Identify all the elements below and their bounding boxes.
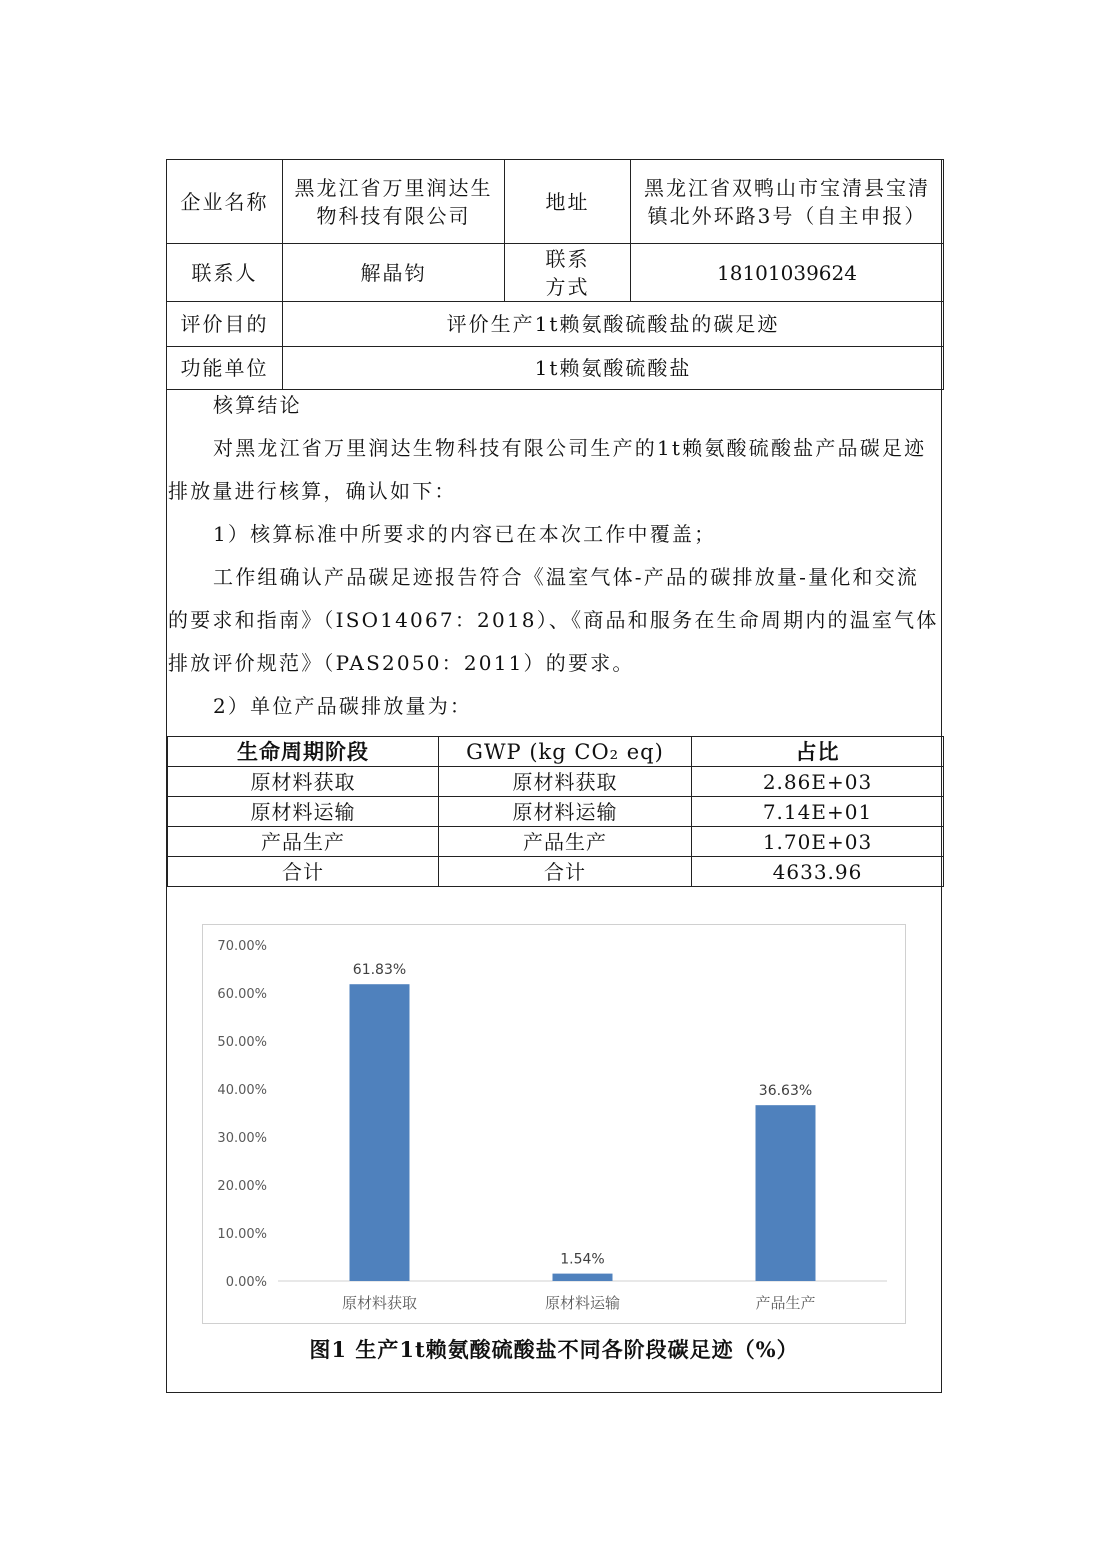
gwp-header-share: 占比 [692, 737, 944, 767]
gwp-header-gwp: GWP (kg CO₂ eq) [439, 737, 692, 767]
x-tick-label: 产品生产 [755, 1294, 816, 1312]
conclusion-paragraph-2: 1）核算标准中所要求的内容已在本次工作中覆盖； [213, 522, 717, 546]
table-cell: 合计 [439, 857, 692, 887]
phone-label: 联系方式 [505, 244, 631, 302]
table-row [168, 857, 944, 887]
address-value: 黑龙江省双鸭山市宝清县宝清镇北外环路3号（自主申报） [631, 160, 944, 244]
gwp-table-header [168, 737, 944, 767]
chart-bar [756, 1105, 816, 1281]
address-label: 地址 [505, 160, 631, 244]
y-tick-label: 20.00% [217, 1179, 267, 1194]
gwp-header-stage: 生命周期阶段 [168, 737, 439, 767]
table-cell: 合计 [168, 857, 439, 887]
purpose-label: 评价目的 [167, 302, 283, 347]
conclusion-paragraph-3: 工作组确认产品碳足迹报告符合《温室气体-产品的碳排放量-量化和交流的要求和指南》（ISO14067：2018）、《商品和服务在生命周期内的温室气体排放评价规范》（PAS2050：2011）的要求。 [168, 565, 939, 675]
bar-chart [202, 924, 906, 1324]
chart-bar [350, 984, 410, 1281]
data-label: 36.63% [758, 1083, 813, 1100]
y-tick-label: 40.00% [217, 1083, 267, 1098]
y-tick-label: 0.00% [225, 1275, 267, 1290]
x-tick-label: 原材料运输 [544, 1294, 621, 1312]
conclusion-paragraph-4: 2）单位产品碳排放量为： [213, 694, 473, 718]
company-value: 黑龙江省万里润达生物科技有限公司 [283, 160, 505, 244]
table-cell: 2.86E+03 [692, 767, 944, 797]
data-label: 1.54% [560, 1251, 605, 1268]
table-cell: 原材料运输 [168, 797, 439, 827]
contact-label: 联系人 [167, 244, 283, 302]
phone-value: 18101039624 [631, 244, 944, 302]
table-cell: 原材料获取 [439, 767, 692, 797]
table-cell: 产品生产 [168, 827, 439, 857]
chart-svg [203, 925, 907, 1325]
y-tick-label: 30.00% [217, 1131, 267, 1146]
table-cell: 原材料获取 [168, 767, 439, 797]
data-label: 61.83% [352, 962, 407, 979]
table-row [168, 767, 944, 797]
y-tick-label: 10.00% [217, 1227, 267, 1242]
table-cell: 原材料运输 [439, 797, 692, 827]
table-cell: 1.70E+03 [692, 827, 944, 857]
conclusion-heading: 核算结论 [213, 393, 302, 417]
unit-value: 1t赖氨酸硫酸盐 [283, 347, 944, 390]
gwp-table [167, 736, 944, 887]
table-cell: 产品生产 [439, 827, 692, 857]
purpose-value: 评价生产1t赖氨酸硫酸盐的碳足迹 [283, 302, 944, 347]
table-cell: 4633.96 [692, 857, 944, 887]
y-tick-label: 70.00% [217, 939, 267, 954]
x-tick-label: 原材料获取 [341, 1294, 418, 1312]
unit-label: 功能单位 [167, 347, 283, 390]
company-label: 企业名称 [167, 160, 283, 244]
figure-caption: 图1 生产1t赖氨酸硫酸盐不同各阶段碳足迹（%） [309, 1337, 799, 1362]
table-row [168, 797, 944, 827]
info-table [166, 159, 944, 390]
y-tick-label: 60.00% [217, 987, 267, 1002]
y-tick-label: 50.00% [217, 1035, 267, 1050]
contact-value: 解晶钧 [283, 244, 505, 302]
table-cell: 7.14E+01 [692, 797, 944, 827]
chart-bar [553, 1274, 613, 1281]
conclusion-paragraph-1: 对黑龙江省万里润达生物科技有限公司生产的1t赖氨酸硫酸盐产品碳足迹排放量进行核算，确认如下： [168, 436, 927, 503]
table-row [168, 827, 944, 857]
